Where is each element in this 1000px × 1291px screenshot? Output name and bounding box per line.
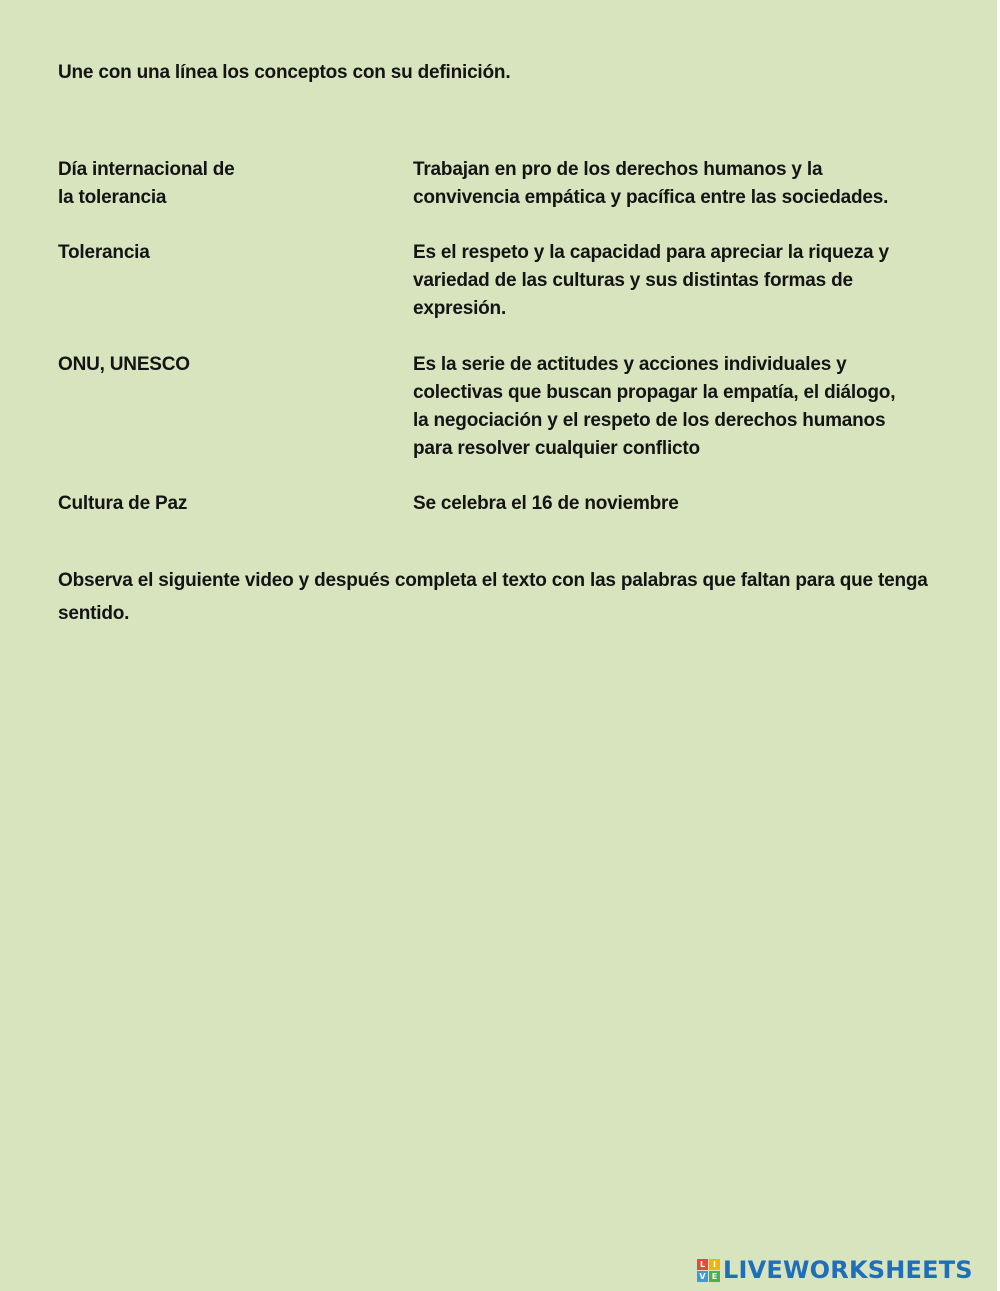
logo-block: I (709, 1259, 720, 1270)
matching-instruction: Une con una línea los conceptos con su definición. (58, 62, 511, 83)
definition-actitudes[interactable] (413, 351, 973, 463)
logo-block: L (697, 1259, 708, 1270)
concept-line: Cultura de Paz (58, 493, 188, 514)
concept-dia-internacional[interactable] (58, 156, 388, 212)
definition-line: expresión. (413, 298, 507, 319)
live-blocks-icon (697, 1259, 720, 1282)
concept-line: ONU, UNESCO (58, 354, 190, 375)
concept-cultura-de-paz[interactable] (58, 490, 388, 518)
definition-line: para resolver cualquier conflicto (413, 438, 700, 459)
definition-line: Es el respeto y la capacidad para apreciar la riqueza y (413, 242, 889, 263)
definition-line: Trabajan en pro de los derechos humanos y la (413, 159, 823, 180)
concept-line: Día internacional de (58, 159, 235, 180)
video-instruction: Observa el siguiente video y después completa el texto con las palabras que faltan para que tenga sentido. (58, 570, 928, 624)
definition-line: la negociación y el respeto de los derechos humanos (413, 410, 886, 431)
liveworksheets-logo[interactable] (697, 1255, 973, 1285)
definition-line: variedad de las culturas y sus distintas formas de (413, 270, 853, 291)
definition-line: convivencia empática y pacífica entre las sociedades. (413, 187, 889, 208)
definition-trabajan[interactable] (413, 156, 973, 212)
definition-line: Es la serie de actitudes y acciones individuales y (413, 354, 847, 375)
logo-block: V (697, 1271, 708, 1282)
concept-line: Tolerancia (58, 242, 150, 263)
concept-line: la tolerancia (58, 187, 167, 208)
definition-line: Se celebra el 16 de noviembre (413, 493, 679, 514)
logo-block: E (709, 1271, 720, 1282)
brand-text: LIVEWORKSHEETS (723, 1256, 973, 1284)
definition-respeto[interactable] (413, 239, 973, 323)
definition-se-celebra[interactable] (413, 490, 973, 518)
concept-onu-unesco[interactable] (58, 351, 388, 379)
concept-tolerancia[interactable] (58, 239, 388, 267)
definition-line: colectivas que buscan propagar la empatía, el diálogo, (413, 382, 896, 403)
